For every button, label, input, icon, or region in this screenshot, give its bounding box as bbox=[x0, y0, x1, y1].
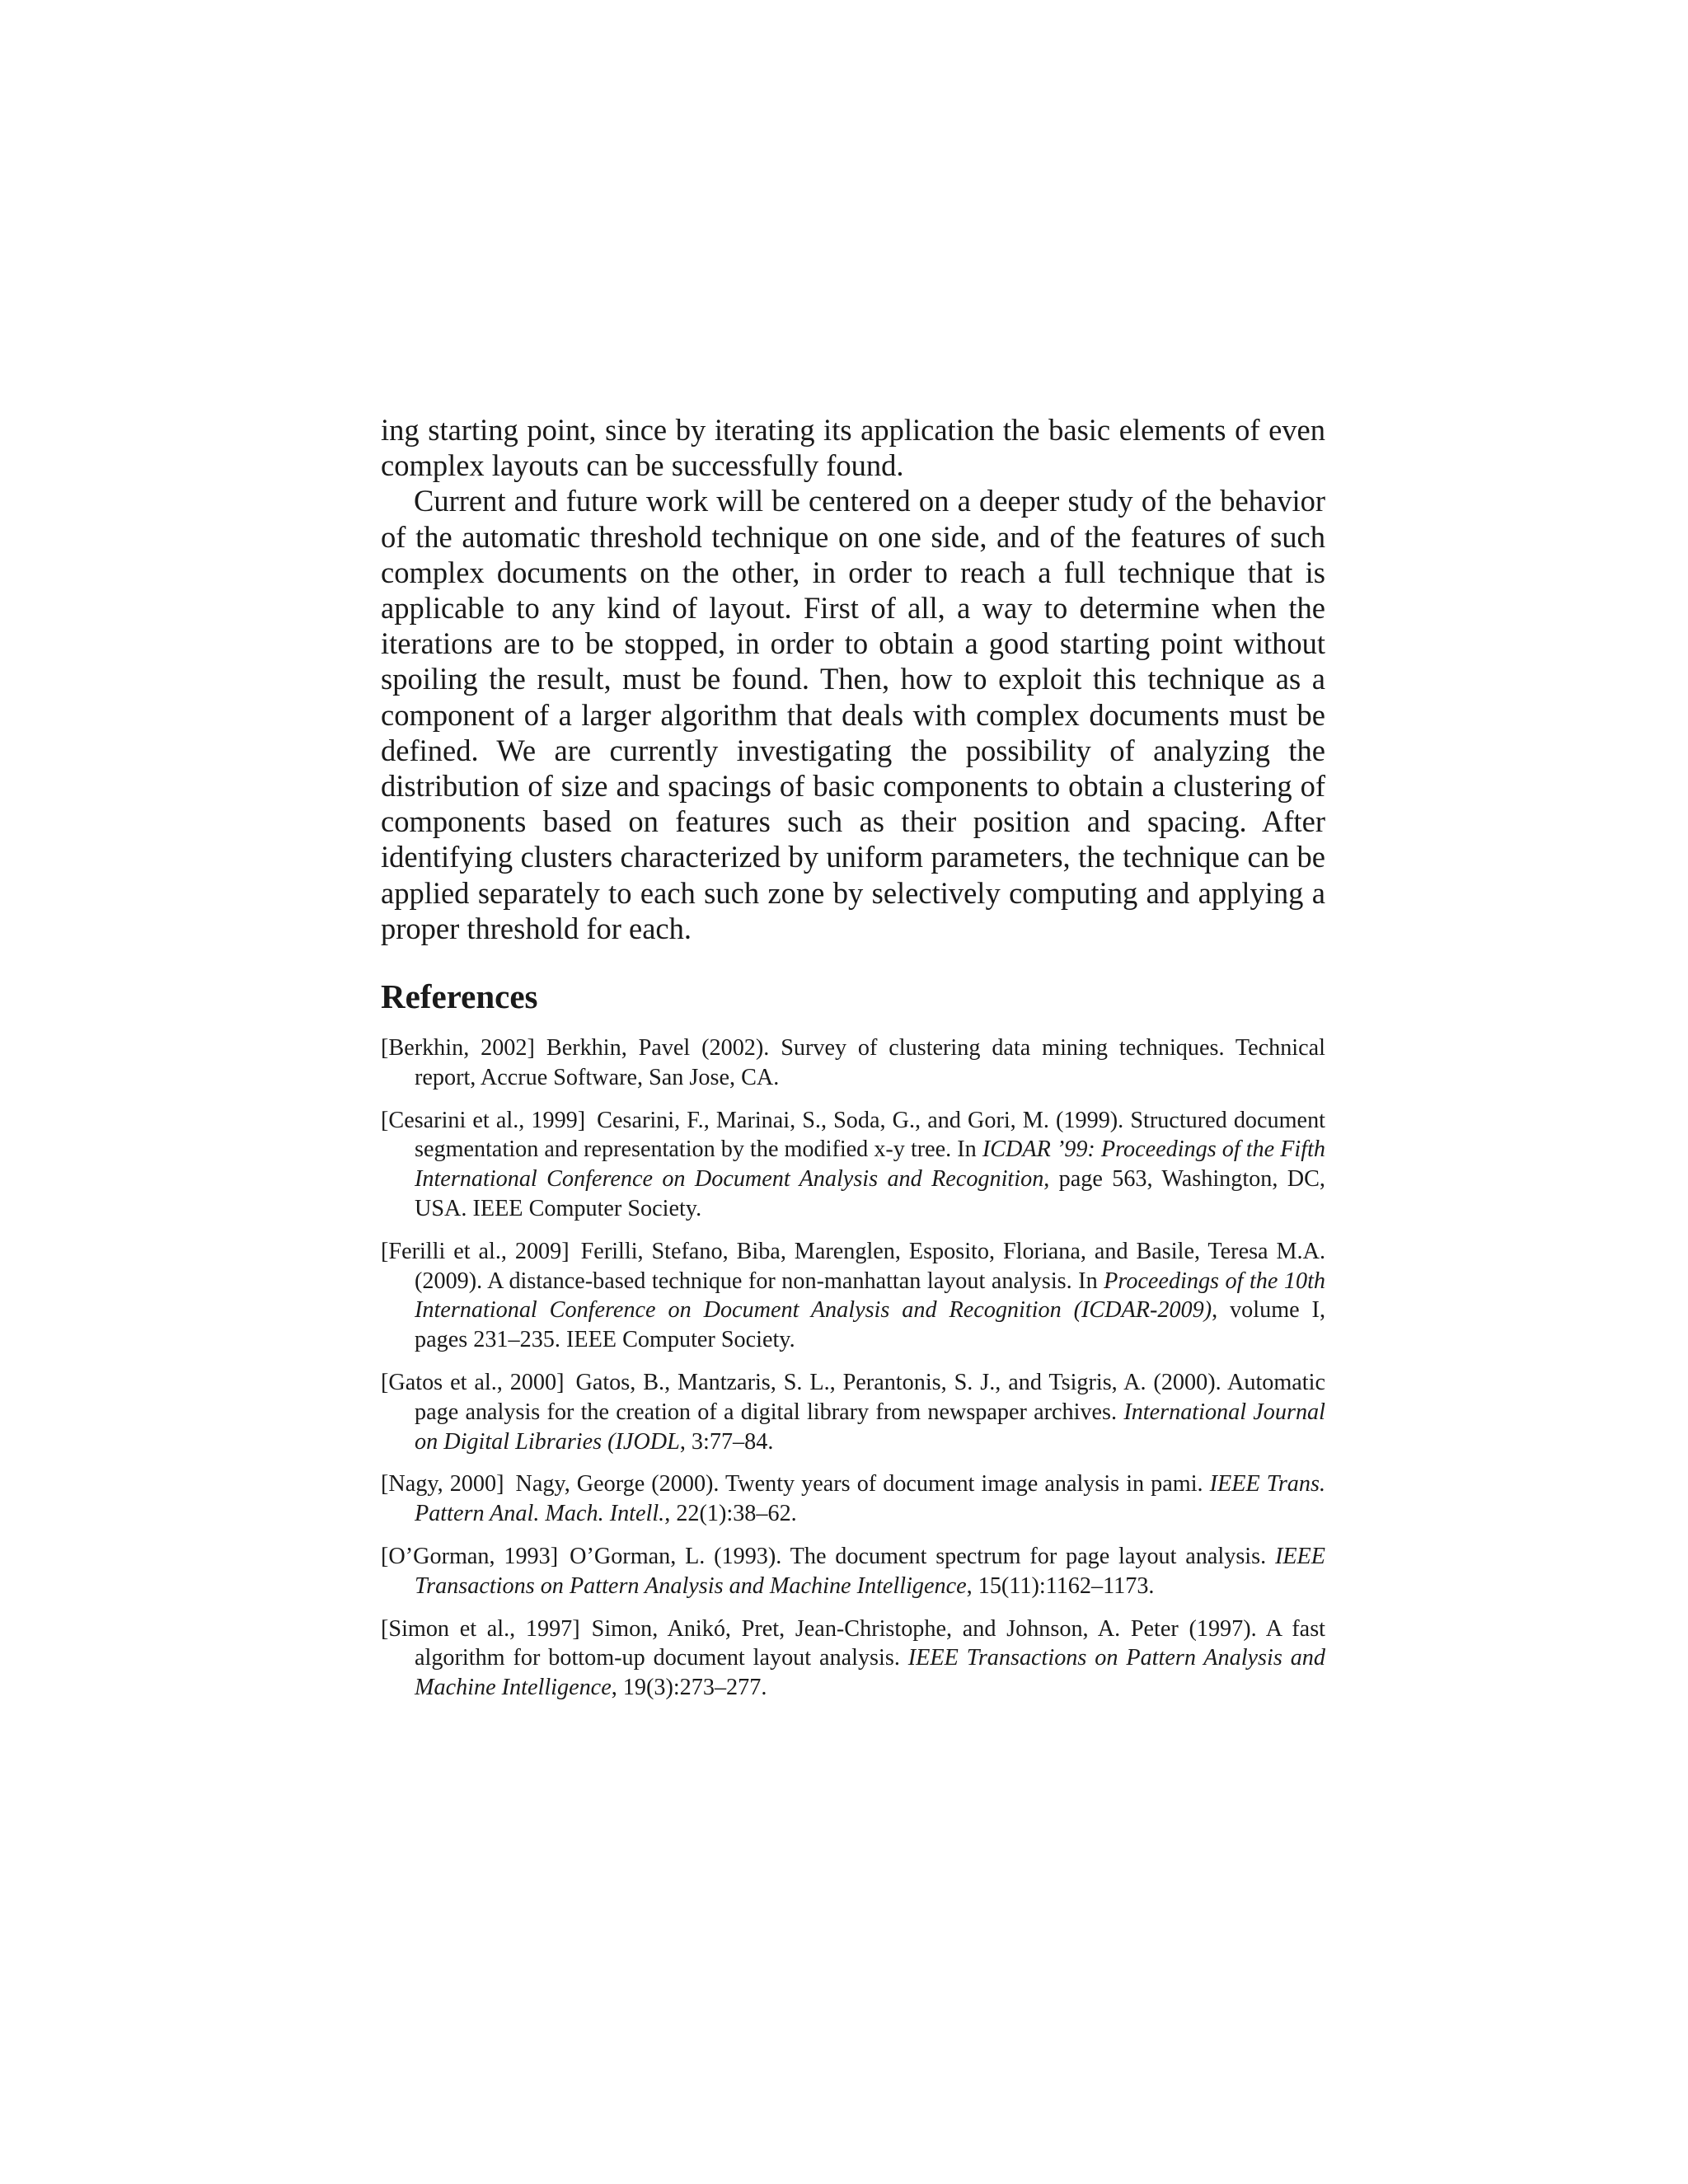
reference-key: [Cesarini et al., 1999] bbox=[381, 1107, 586, 1133]
reference-item-berkhin-2002 bbox=[381, 1033, 1325, 1093]
reference-key: [Simon et al., 1997] bbox=[381, 1615, 580, 1642]
reference-text: Ferilli, Stefano, Biba, Marenglen, Esposito, Floriana, and Basile, Teresa M.A. (2009). A distance-based technique for non-manhattan layout analysis. In bbox=[415, 1238, 1325, 1294]
reference-text: Cesarini, F., Marinai, S., Soda, G., and Gori, M. (1999). Structured document segmentation and representation by the modified x-y tree. In bbox=[415, 1107, 1325, 1163]
reference-key: [Nagy, 2000] bbox=[381, 1471, 504, 1497]
reference-details: , volume I, pages 231–235. IEEE Computer Society. bbox=[415, 1297, 1325, 1353]
reference-item-simon-1997 bbox=[381, 1615, 1325, 1703]
reference-venue: IEEE Transactions on Pattern Analysis and Machine Intelligence bbox=[415, 1544, 1325, 1599]
reference-item-gatos-2000 bbox=[381, 1368, 1325, 1456]
reference-text: Berkhin, Pavel (2002). Survey of clustering data mining techniques. Technical report, Accrue Software, San Jose, CA. bbox=[415, 1035, 1325, 1090]
reference-key: [O’Gorman, 1993] bbox=[381, 1544, 559, 1569]
reference-details: , page 563, Washington, DC, USA. IEEE Computer Society. bbox=[415, 1166, 1325, 1222]
reference-venue: ICDAR ’99: Proceedings of the Fifth International Conference on Document Analysis and Recognition bbox=[415, 1137, 1326, 1193]
reference-details: , 19(3):273–277. bbox=[611, 1675, 767, 1701]
reference-venue: IEEE Transactions on Pattern Analysis and Machine Intelligence bbox=[415, 1645, 1325, 1701]
reference-venue: IEEE Trans. Pattern Anal. Mach. Intell. bbox=[415, 1471, 1326, 1527]
reference-text: Simon, Anikó, Pret, Jean-Christophe, and Johnson, A. Peter (1997). A fast algorithm for bottom-up document layout analysis. bbox=[415, 1615, 1325, 1671]
reference-details: , 15(11):1162–1173. bbox=[966, 1572, 1155, 1599]
reference-venue: International Journal on Digital Libraries (IJODL bbox=[415, 1399, 1325, 1455]
reference-item-nagy-2000 bbox=[381, 1469, 1325, 1529]
reference-details: , 3:77–84. bbox=[679, 1428, 774, 1455]
reference-item-cesarini-1999 bbox=[381, 1106, 1325, 1224]
reference-text: Gatos, B., Mantzaris, S. L., Perantonis, S. J., and Tsigris, A. (2000). Automatic page analysis for the creation of a digital library from newspaper archives. bbox=[415, 1370, 1325, 1425]
reference-details: , 22(1):38–62. bbox=[664, 1501, 797, 1527]
references-heading: References bbox=[381, 977, 538, 1016]
body-paragraph-2: Current and future work will be centered on a deeper study of the behavior of the automatic threshold technique on one side, and of the features of such complex documents on the other, in order to reach a full technique that is applicable to any kind of layout. First of all, a way to determine when the iterations are to be stopped, in order to obtain a good starting point without spoiling the result, must be found. Then, how to exploit this technique as a component of a larger algorithm that deals with complex documents must be defined. We are currently investigating the possibility of analyzing the distribution of size and spacings of basic components to obtain a clustering of components based on features such as their position and spacing. After identifying clusters characterized by uniform parameters, the technique can be applied separately to each such zone by selectively computing and applying a proper threshold for each. bbox=[381, 484, 1325, 945]
page-body bbox=[381, 412, 1325, 1716]
reference-text: O’Gorman, L. (1993). The document spectrum for page layout analysis. bbox=[570, 1544, 1275, 1569]
reference-key: [Berkhin, 2002] bbox=[381, 1035, 535, 1062]
reference-key: [Ferilli et al., 2009] bbox=[381, 1238, 570, 1264]
reference-list bbox=[381, 1033, 1325, 1703]
reference-venue: Proceedings of the 10th International Conference on Document Analysis and Recognition (ICDAR-2009) bbox=[415, 1268, 1325, 1324]
reference-item-ferilli-2009 bbox=[381, 1237, 1325, 1355]
reference-key: [Gatos et al., 2000] bbox=[381, 1370, 565, 1396]
body-paragraph-1: ing starting point, since by iterating its application the basic elements of even complex layouts can be successfully found. bbox=[381, 413, 1325, 483]
reference-text: Nagy, George (2000). Twenty years of document image analysis in pami. bbox=[515, 1471, 1210, 1497]
reference-item-ogorman-1993 bbox=[381, 1542, 1325, 1601]
